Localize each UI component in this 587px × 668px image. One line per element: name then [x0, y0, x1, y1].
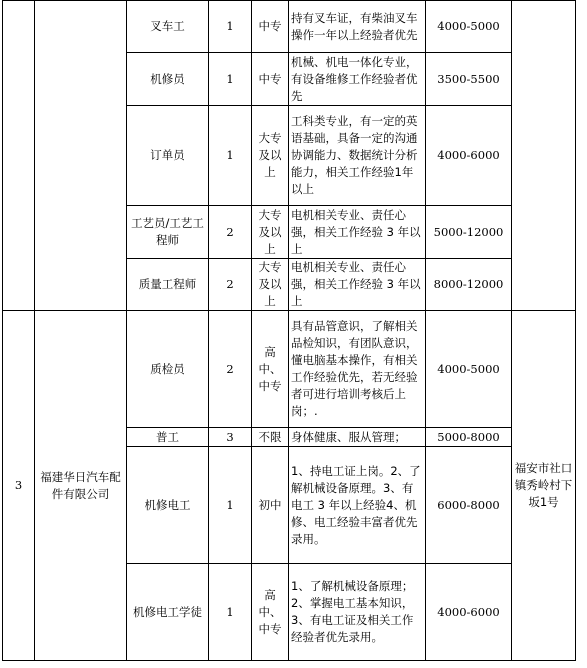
count-cell: 2	[209, 259, 252, 311]
count-cell: 1	[209, 106, 252, 206]
requirements-cell: 1、了解机械设备原理；2、掌握电工基本知识，3、有电工证及相关工作经验者优先录用。	[289, 564, 426, 661]
position-cell: 工艺员/工艺工程师	[127, 206, 209, 259]
position-cell: 叉车工	[127, 1, 209, 53]
position-cell: 订单员	[127, 106, 209, 206]
position-cell: 机修员	[127, 53, 209, 106]
salary-cell: 4000-6000	[426, 106, 512, 206]
company-cell: 福建华日汽车配件有限公司	[35, 311, 127, 661]
education-cell: 大专及以上	[252, 206, 289, 259]
salary-cell: 5000-12000	[426, 206, 512, 259]
table-row	[3, 311, 576, 428]
requirements-cell: 机械、机电一体化专业，有设备维修工作经验者优先	[289, 53, 426, 106]
salary-cell: 4000-5000	[426, 1, 512, 53]
position-cell: 机修电工	[127, 447, 209, 564]
index-cell: 3	[3, 311, 35, 661]
address-cell	[512, 1, 576, 311]
salary-cell: 4000-5000	[426, 311, 512, 428]
count-cell: 1	[209, 53, 252, 106]
education-cell: 高中、中专	[252, 311, 289, 428]
requirements-cell: 电机相关专业、责任心强，相关工作经验 3 年以上	[289, 259, 426, 311]
table-row	[3, 1, 576, 53]
position-cell: 普工	[127, 428, 209, 447]
salary-cell: 8000-12000	[426, 259, 512, 311]
salary-cell: 5000-8000	[426, 428, 512, 447]
job-table	[2, 0, 576, 661]
address-cell: 福安市社口镇秀岭村下坂1号	[512, 311, 576, 661]
requirements-cell: 具有品管意识，了解相关品检知识，有团队意识，懂电脑基本操作，有相关工作经验优先，若无经验者可进行培训考核后上岗；.	[289, 311, 426, 428]
count-cell: 1	[209, 1, 252, 53]
salary-cell: 3500-5500	[426, 53, 512, 106]
requirements-cell: 1、持电工证上岗。2、了解机械设备原理。3、有电工 3 年以上经验4、机修、电工经验丰富者优先录用。	[289, 447, 426, 564]
education-cell: 中专	[252, 1, 289, 53]
requirements-cell: 持有叉车证，有柴油叉车操作一年以上经验者优先	[289, 1, 426, 53]
count-cell: 1	[209, 564, 252, 661]
education-cell: 初中	[252, 447, 289, 564]
education-cell: 高中、中专	[252, 564, 289, 661]
count-cell: 1	[209, 447, 252, 564]
position-cell: 质量工程师	[127, 259, 209, 311]
count-cell: 2	[209, 206, 252, 259]
requirements-cell: 电机相关专业、责任心强，相关工作经验 3 年以上	[289, 206, 426, 259]
education-cell: 中专	[252, 53, 289, 106]
requirements-cell: 身体健康、服从管理；	[289, 428, 426, 447]
requirements-cell: 工科类专业，有一定的英语基础，具备一定的沟通协调能力、数据统计分析能力，相关工作经验1年以上	[289, 106, 426, 206]
index-cell	[3, 1, 35, 311]
count-cell: 2	[209, 311, 252, 428]
salary-cell: 6000-8000	[426, 447, 512, 564]
salary-cell: 4000-6000	[426, 564, 512, 661]
education-cell: 大专及以上	[252, 106, 289, 206]
education-cell: 不限	[252, 428, 289, 447]
education-cell: 大专及以上	[252, 259, 289, 311]
company-cell	[35, 1, 127, 311]
position-cell: 机修电工学徒	[127, 564, 209, 661]
count-cell: 3	[209, 428, 252, 447]
position-cell: 质检员	[127, 311, 209, 428]
